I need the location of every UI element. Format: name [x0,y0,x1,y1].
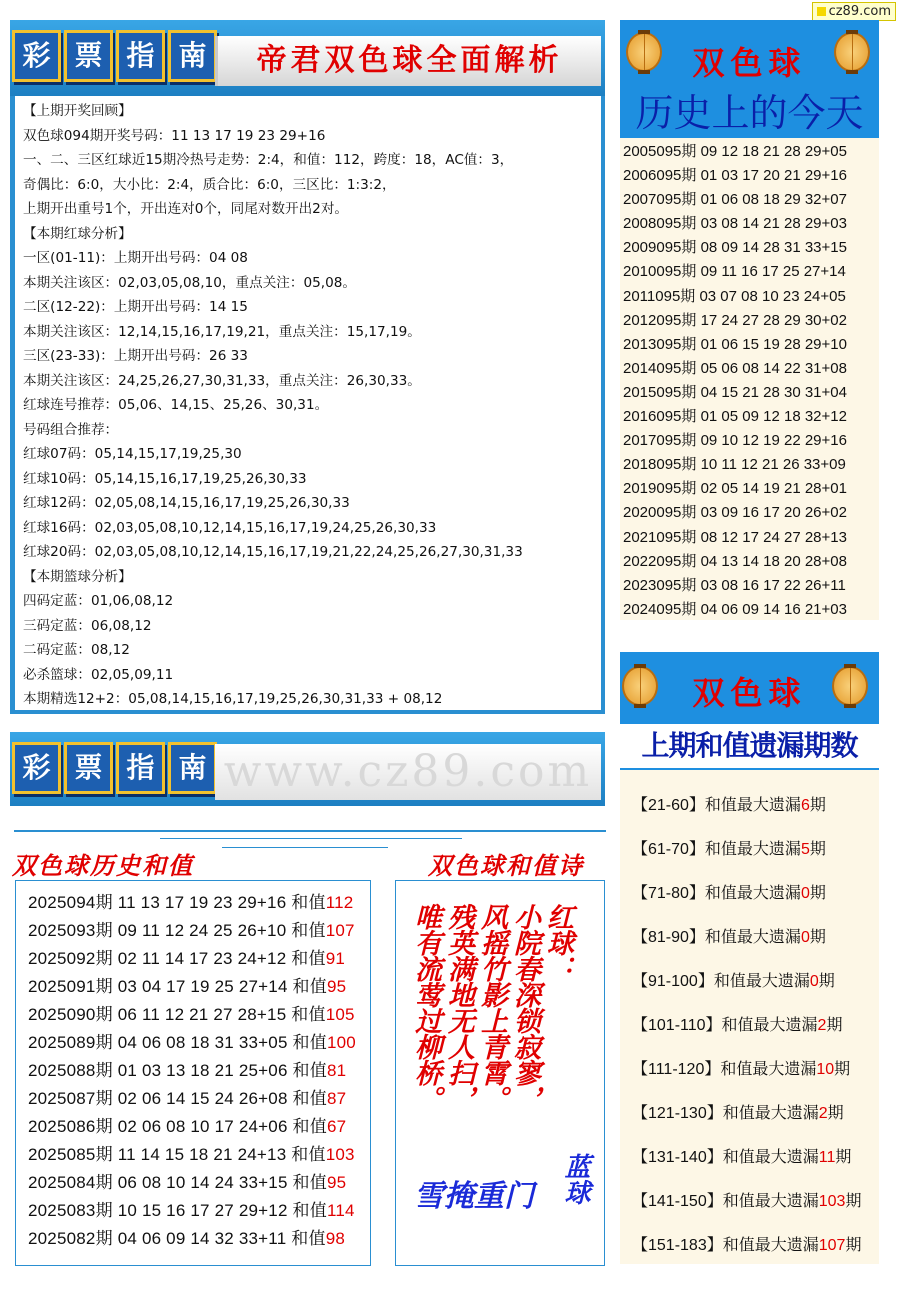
analysis-line: 必杀篮球：02,05,09,11 [23,666,174,683]
today-row: 2017095期 09 10 12 19 22 29+16 [623,432,847,450]
analysis-line: 双色球094期开奖号码：11 13 17 19 23 29+16 [23,127,326,144]
today-row: 2020095期 03 09 16 17 20 26+02 [623,504,847,522]
poem-column: 唯有流莺过柳桥。 [410,903,441,1111]
today-row: 2018095期 10 11 12 21 26 33+09 [623,456,846,474]
analysis-line: 二区(12-22)：上期开出号码：14 15 [23,299,248,315]
history-row: 2025094期 11 13 17 19 23 29+16 和值112 [28,893,354,912]
brand-tile: 南 [168,30,217,82]
today-row: 2014095期 05 06 08 14 22 31+08 [623,359,847,377]
poem-column: 风摇竹影上青霄。 [476,903,507,1111]
history-row: 2025086期 02 06 08 10 17 24+06 和值67 [28,1117,347,1136]
analysis-line: 本期关注该区：02,03,05,08,10，重点关注：05,08。 [23,274,356,291]
analysis-line: 本期关注该区：24,25,26,27,30,31,33，重点关注：26,30,33。 [23,372,421,389]
today-row: 2019095期 02 05 14 19 21 28+01 [623,480,847,498]
today-header [620,20,879,138]
today-row: 2023095期 03 08 16 17 22 26+11 [623,576,846,594]
poem-text [412,903,571,1111]
history-row: 2025084期 06 08 10 14 24 33+15 和值95 [28,1173,347,1192]
analysis-line: 三区(23-33)：上期开出号码：26 33 [23,348,248,364]
omission-row: 【21-60】和值最大遗漏6期 [632,797,826,814]
today-list [620,138,879,620]
today-row: 2024095期 04 06 09 14 16 21+03 [623,600,847,618]
analysis-line: 本期精选12+2：05,08,14,15,16,17,19,25,26,30,31,33 + 08,12 [23,691,443,707]
poem-column: 小院春深锁寂寥， [509,903,540,1111]
today-row: 2011095期 03 07 08 10 23 24+05 [623,287,846,305]
history-row: 2025090期 06 11 12 21 27 28+15 和值105 [28,1005,355,1024]
analysis-title: 帝君双色球全面解析 [215,36,601,86]
divider [14,830,606,832]
omission-row: 【71-80】和值最大遗漏0期 [632,885,826,902]
history-row: 2025093期 09 11 12 24 25 26+10 和值107 [28,921,355,940]
history-row: 2025085期 11 14 15 18 21 24+13 和值103 [28,1145,355,1164]
analysis-line: 本期关注该区：12,14,15,16,17,19,21，重点关注：15,17,19。 [23,323,421,340]
today-row: 2010095期 09 11 16 17 25 27+14 [623,263,846,281]
brand-tile: 彩 [12,30,61,82]
divider [222,847,388,848]
today-row: 2007095期 01 06 08 18 29 32+07 [623,191,847,209]
brand-tile: 指 [116,30,165,82]
today-subtitle: 历史上的今天 [635,91,864,135]
analysis-line: 号码组合推荐： [23,421,119,438]
brand-tile: 彩 [12,742,61,794]
omission-row: 【131-140】和值最大遗漏11期 [632,1149,852,1166]
omission-row: 【111-120】和值最大遗漏10期 [632,1061,851,1078]
today-row: 2013095期 01 06 15 19 28 29+10 [623,335,847,353]
analysis-line: 【本期篮球分析】 [23,568,132,585]
history-list [15,880,371,1266]
brand-tile: 指 [116,742,165,794]
brand-tile: 南 [168,742,217,794]
analysis-line: 【本期红球分析】 [23,225,132,242]
history-row: 2025082期 04 06 09 14 32 33+11 和值98 [28,1229,345,1248]
omission-row: 【61-70】和值最大遗漏5期 [632,841,826,858]
omission-row: 【121-130】和值最大遗漏2期 [632,1105,844,1122]
analysis-content [15,96,601,710]
omission-row: 【91-100】和值最大遗漏0期 [632,973,835,990]
poem-blue-label: 蓝球 [560,1153,590,1205]
analysis-line: 一、二、三区红球近15期冷热号走势：2:4，和值：112，跨度：18，AC值：3， [23,152,514,168]
history-row: 2025088期 01 03 13 18 21 25+06 和值81 [28,1061,347,1080]
poem-column: 残英满地无人扫， [443,903,474,1111]
analysis-line: 一区(01-11)：上期开出号码：04 08 [23,250,248,266]
analysis-header [10,20,605,96]
analysis-line: 红球12码：02,05,08,14,15,16,17,19,25,26,30,33 [23,495,350,511]
today-row: 2005095期 09 12 18 21 28 29+05 [623,143,847,160]
history-row: 2025083期 10 15 16 17 27 29+12 和值114 [28,1201,355,1220]
today-row: 2021095期 08 12 17 24 27 28+13 [623,528,847,546]
today-row: 2009095期 08 09 14 28 31 33+15 [623,239,847,257]
site-watermark: www.cz89.com [215,744,601,800]
site-badge[interactable]: cz89.com [812,2,896,21]
today-row: 2015095期 04 15 21 28 30 31+04 [623,383,847,401]
omission-row: 【101-110】和值最大遗漏2期 [632,1017,843,1034]
analysis-line: 红球10码：05,14,15,16,17,19,25,26,30,33 [23,470,307,487]
analysis-line: 二码定蓝：08,12 [23,642,130,658]
brand-tiles [12,30,217,82]
analysis-line: 四码定蓝：01,06,08,12 [23,593,174,609]
omission-list [620,770,879,1264]
analysis-panel [10,20,605,714]
omission-row: 【81-90】和值最大遗漏0期 [632,929,826,946]
omission-header [620,652,879,770]
analysis-line: 【上期开奖回顾】 [23,103,132,119]
omission-row: 【141-150】和值最大遗漏103期 [632,1193,862,1210]
today-row: 2012095期 17 24 27 28 29 30+02 [623,311,847,329]
history-title: 双色球历史和值 [12,851,194,880]
poem-box [395,880,605,1266]
history-row: 2025092期 02 11 14 17 23 24+12 和值91 [28,949,345,968]
analysis-line: 上期开出重号1个，开出连对0个，同尾对数开出2对。 [23,201,349,217]
brand-banner [10,732,605,806]
today-row: 2016095期 01 05 09 12 18 32+12 [623,408,847,426]
omission-title: 双色球 [692,674,807,712]
analysis-line: 奇偶比：6:0，大小比：2:4，质合比：6:0，三区比：1:3:2， [23,176,396,193]
today-title: 双色球 [692,44,807,82]
badge-square-icon [817,7,826,16]
analysis-line: 红球20码：02,03,05,08,10,12,14,15,16,17,19,21,22,24,25,26,27,30,31,33 [23,544,523,560]
brand-tile: 票 [64,742,113,794]
today-row: 2008095期 03 08 14 21 28 29+03 [623,215,847,233]
history-row: 2025091期 03 04 17 19 25 27+14 和值95 [28,977,347,996]
divider [160,838,462,839]
analysis-line: 三码定蓝：06,08,12 [23,617,152,634]
analysis-line: 红球连号推荐：05,06、14,15、25,26、30,31。 [23,397,329,413]
poem-column: 红球： [542,903,573,981]
omission-row: 【151-183】和值最大遗漏107期 [632,1237,862,1254]
poem-title: 双色球和值诗 [428,851,584,880]
today-row: 2006095期 01 03 17 20 21 29+16 [623,167,847,185]
poem-signature: 雪掩重门 [414,1179,534,1214]
history-row: 2025089期 04 06 08 18 31 33+05 和值100 [28,1033,356,1052]
brand-tiles [12,742,217,794]
omission-subtitle: 上期和值遗漏期数 [620,724,879,768]
analysis-line: 红球16码：02,03,05,08,10,12,14,15,16,17,19,24,25,26,30,33 [23,519,437,536]
today-row: 2022095期 04 13 14 18 20 28+08 [623,552,847,570]
analysis-line: 红球07码：05,14,15,17,19,25,30 [23,446,242,462]
history-row: 2025087期 02 06 14 15 24 26+08 和值87 [28,1089,347,1108]
brand-tile: 票 [64,30,113,82]
